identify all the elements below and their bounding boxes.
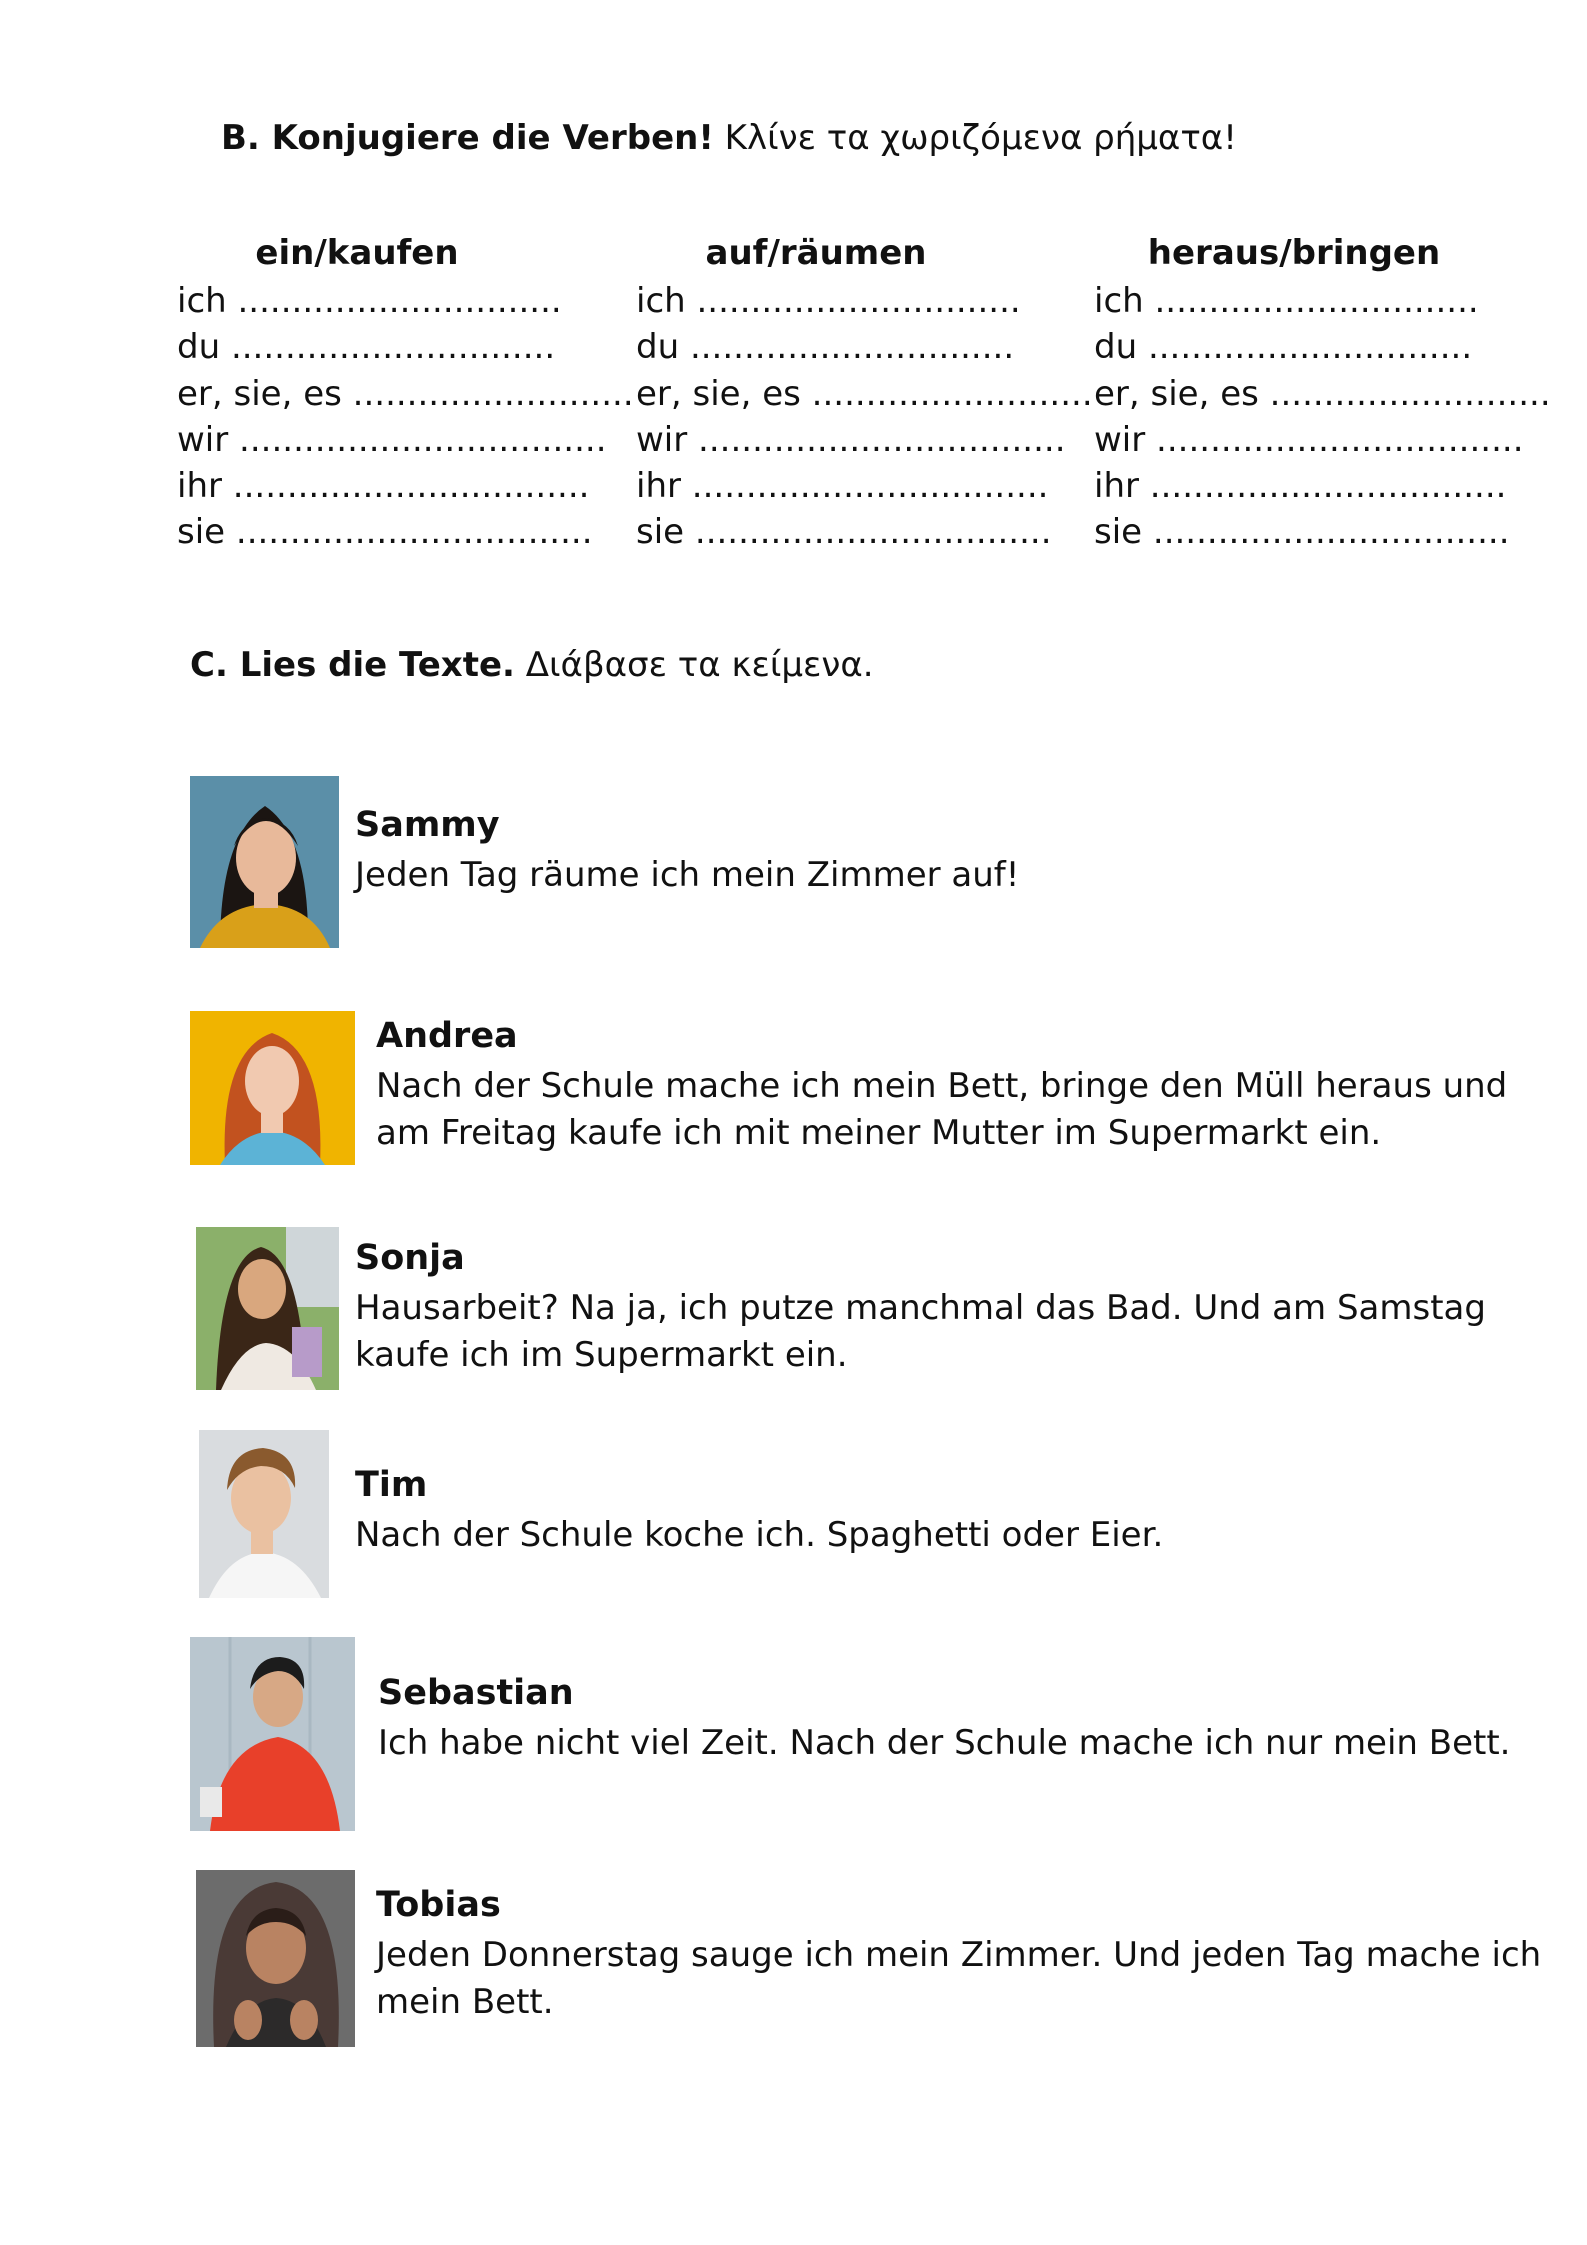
sebastian-name: Sebastian [378,1673,574,1713]
section-c-heading [190,645,874,685]
tim-text: Nach der Schule koche ich. Spaghetti oder Eier. [355,1515,1164,1555]
conjugation-row-du: du .............................. [636,327,1015,368]
andrea-name: Andrea [376,1016,518,1056]
sebastian-photo [190,1637,355,1831]
conjugation-row-wir: wir .................................. [636,419,1066,460]
sonja-text: Hausarbeit? Na ja, ich putze manchmal das Bad. Und am Samstag kaufe ich im Supermarkt ein. [355,1288,1486,1375]
conjugation-row-ich: ich .............................. [1094,281,1479,321]
conjugation-row-ihr: ihr ................................. [1094,466,1507,507]
conjugation-row-sie: sie ................................. [177,512,593,553]
tobias-name: Tobias [376,1885,501,1925]
verb-heading: ein/kaufen [255,233,459,273]
tobias-text: Jeden Donnerstag sauge ich mein Zimmer. Und jeden Tag mache ich mein Bett. [376,1935,1542,2022]
verb-heading: heraus/bringen [1147,233,1441,273]
sonja-name: Sonja [355,1238,465,1278]
conjugation-row-er-sie-es: er, sie, es .......................... [177,373,634,414]
conjugation-row-ich: ich .............................. [636,281,1021,321]
section-b-instruction: Κλίνε τα χωριζόμενα ρήματα! [724,118,1237,158]
conjugation-row-wir: wir .................................. [1094,419,1524,460]
tim-photo [199,1430,329,1598]
sammy-photo [190,776,339,948]
section-b-heading [221,118,1237,158]
conjugation-column-herausbringen [1094,228,1551,556]
sonja-photo [196,1227,339,1390]
conjugation-row-er-sie-es: er, sie, es .......................... [1094,373,1551,414]
conjugation-row-ich: ich .............................. [177,281,562,321]
conjugation-row-sie: sie ................................. [636,512,1052,553]
conjugation-row-ihr: ihr ................................. [636,466,1049,507]
conjugation-row-du: du .............................. [177,327,556,368]
section-c-instruction: Διάβασε τα κείμενα. [525,645,874,685]
andrea-text: Nach der Schule mache ich mein Bett, bringe den Müll heraus und am Freitag kaufe ich mit meiner Mutter im Supermarkt ein. [376,1066,1508,1153]
sebastian-text: Ich habe nicht viel Zeit. Nach der Schule mache ich nur mein Bett. [378,1723,1511,1763]
tim-name: Tim [355,1465,428,1505]
conjugation-row-ihr: ihr ................................. [177,466,590,507]
andrea-photo [190,1011,355,1165]
section-b-label: B. Konjugiere die Verben! [221,118,714,158]
tobias-photo [196,1870,355,2047]
verb-heading: auf/räumen [705,233,927,273]
sammy-name: Sammy [355,805,500,845]
section-c-label: C. Lies die Texte. [190,645,515,685]
conjugation-row-wir: wir .................................. [177,419,607,460]
conjugation-column-aufraeumen [636,228,1093,556]
sammy-text: Jeden Tag räume ich mein Zimmer auf! [355,855,1020,895]
conjugation-row-er-sie-es: er, sie, es .......................... [636,373,1093,414]
conjugation-row-du: du .............................. [1094,327,1473,368]
conjugation-column-einkaufen [177,228,634,556]
conjugation-row-sie: sie ................................. [1094,512,1510,553]
